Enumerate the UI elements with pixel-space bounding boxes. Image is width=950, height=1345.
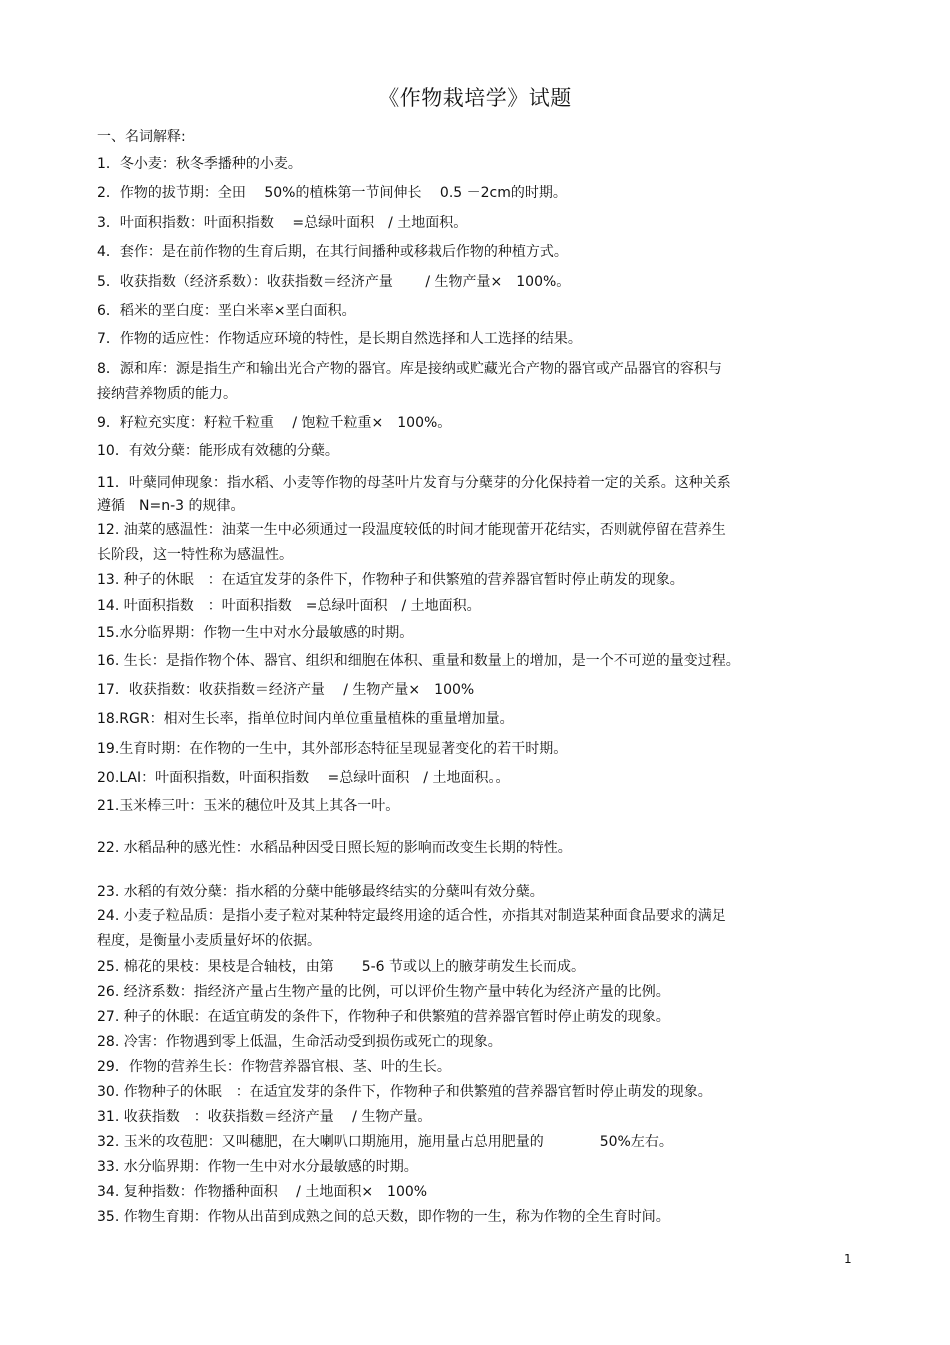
definition-line: 20.LAI：叶面积指数，叶面积指数 =总绿叶面积 / 土地面积。。 [97, 770, 510, 786]
definition-line: 26. 经济系数：指经济产量占生物产量的比例，可以评价生物产量中转化为经济产量的比例。 [97, 984, 670, 1000]
definition-line: 长阶段，这一特性称为感温性。 [97, 547, 293, 563]
definition-line: 程度，是衡量小麦质量好坏的依据。 [97, 933, 321, 949]
definition-line: 遵循 N=n-3 的规律。 [97, 498, 245, 514]
definition-line: 7．作物的适应性：作物适应环境的特性，是长期自然选择和人工选择的结果。 [97, 331, 582, 347]
definition-line: 10．有效分蘖：能形成有效穗的分蘖。 [97, 443, 339, 459]
definition-line: 23. 水稻的有效分蘖：指水稻的分蘖中能够最终结实的分蘖叫有效分蘖。 [97, 884, 544, 900]
definition-line: 27. 种子的休眠：在适宜萌发的条件下，作物种子和供繁殖的营养器官暂时停止萌发的现象。 [97, 1009, 670, 1025]
definition-line: 32. 玉米的攻苞肥：又叫穗肥，在大喇叭口期施用，施用量占总用肥量的 50%左右。 [97, 1134, 673, 1150]
definition-line: 30. 作物种子的休眠 ：在适宜发芽的条件下，作物种子和供繁殖的营养器官暂时停止萌发的现象。 [97, 1084, 712, 1100]
document-title: 《作物栽培学》试题 [378, 86, 572, 110]
definition-line: 11．叶蘖同伸现象：指水稻、小麦等作物的母茎叶片发育与分蘖芽的分化保持着一定的关系。这种关系 [97, 475, 731, 491]
definition-line: 35. 作物生育期：作物从出苗到成熟之间的总天数，即作物的一生，称为作物的全生育时间。 [97, 1209, 670, 1225]
definition-line: 12. 油菜的感温性：油菜一生中必须通过一段温度较低的时间才能现蕾开花结实，否则就停留在营养生 [97, 522, 726, 538]
page-number: 1 [844, 1252, 852, 1266]
definition-line: 33. 水分临界期：作物一生中对水分最敏感的时期。 [97, 1159, 418, 1175]
definition-line: 16. 生长：是指作物个体、器官、组织和细胞在体积、重量和数量上的增加，是一个不可逆的量变过程。 [97, 653, 740, 669]
definition-line: 3．叶面积指数：叶面积指数 =总绿叶面积 / 土地面积。 [97, 215, 468, 231]
definition-line: 17．收获指数：收获指数＝经济产量 / 生物产量× 100% [97, 682, 475, 698]
section-heading: 一、名词解释: [97, 129, 186, 145]
definition-line: 4．套作：是在前作物的生育后期，在其行间播种或移栽后作物的种植方式。 [97, 244, 568, 260]
definition-line: 34. 复种指数：作物播种面积 / 土地面积× 100% [97, 1184, 428, 1200]
definition-line: 15.水分临界期：作物一生中对水分最敏感的时期。 [97, 625, 414, 641]
definition-line: 9．籽粒充实度：籽粒千粒重 / 饱粒千粒重× 100%。 [97, 415, 452, 431]
definition-line: 6．稻米的垩白度：垩白米率×垩白面积。 [97, 303, 356, 319]
definition-line: 18.RGR：相对生长率，指单位时间内单位重量植株的重量增加量。 [97, 711, 514, 727]
definition-line: 21.玉米棒三叶：玉米的穗位叶及其上其各一叶。 [97, 798, 400, 814]
definition-line: 14. 叶面积指数 ：叶面积指数 =总绿叶面积 / 土地面积。 [97, 598, 481, 614]
definition-line: 25. 棉花的果枝：果枝是合轴枝，由第 5-6 节或以上的腋芽萌发生长而成。 [97, 959, 586, 975]
definition-line: 接纳营养物质的能力。 [97, 386, 237, 402]
definition-line: 22. 水稻品种的感光性：水稻品种因受日照长短的影响而改变生长期的特性。 [97, 840, 572, 856]
definition-line: 8．源和库：源是指生产和输出光合产物的器官。库是接纳或贮藏光合产物的器官或产品器官的容积与 [97, 361, 722, 377]
definition-line: 29．作物的营养生长：作物营养器官根、茎、叶的生长。 [97, 1059, 451, 1075]
definition-line: 19.生育时期：在作物的一生中，其外部形态特征呈现显著变化的若干时期。 [97, 741, 568, 757]
definition-line: 13. 种子的休眠 ：在适宜发芽的条件下，作物种子和供繁殖的营养器官暂时停止萌发的现象。 [97, 572, 684, 588]
definition-line: 31. 收获指数 ：收获指数＝经济产量 / 生物产量。 [97, 1109, 432, 1125]
definition-line: 5．收获指数（经济系数）：收获指数＝经济产量 / 生物产量× 100%。 [97, 274, 571, 290]
definition-line: 28. 冷害：作物遇到零上低温，生命活动受到损伤或死亡的现象。 [97, 1034, 502, 1050]
definition-line: 24. 小麦子粒品质：是指小麦子粒对某种特定最终用途的适合性，亦指其对制造某种面食品要求的满足 [97, 908, 726, 924]
definition-line: 2．作物的拔节期：全田 50%的植株第一节间伸长 0.5 －2cm的时期。 [97, 185, 567, 201]
definition-line: 1．冬小麦：秋冬季播种的小麦。 [97, 156, 302, 172]
